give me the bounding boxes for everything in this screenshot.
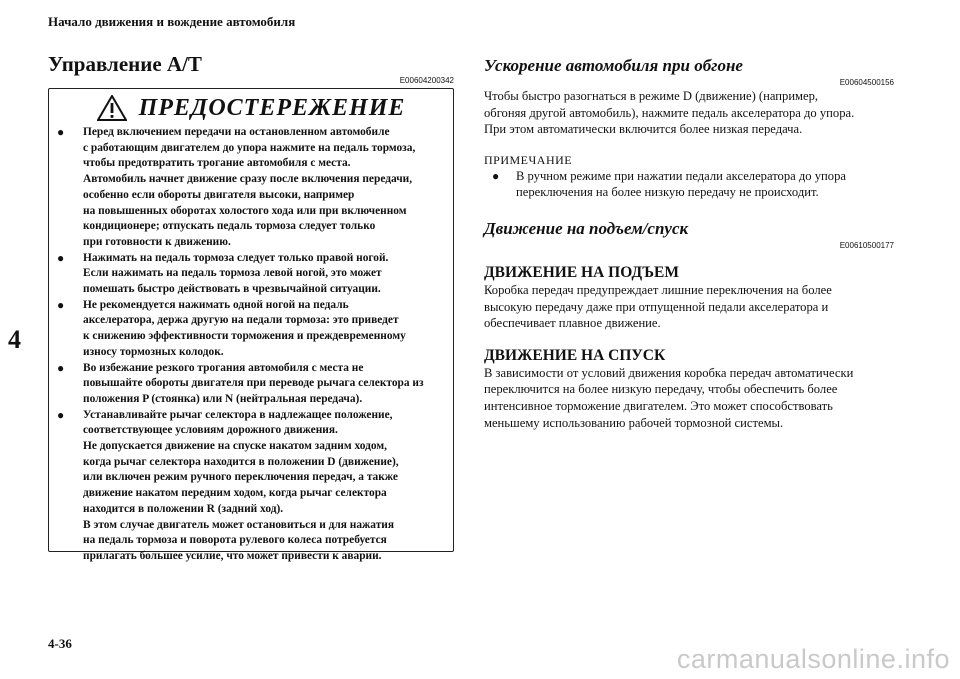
overtake-text: Чтобы быстро разогнаться в режиме D (движение) (например, обгоняя другой автомобиль), нажмите педаль акселератора до упора. При этом автоматически включится более низкая передача.: [484, 89, 855, 137]
overtake-code: E00604500156: [839, 78, 894, 87]
bullet-icon: ●: [57, 125, 65, 139]
running-header: Начало движения и вождение автомобиля: [48, 14, 296, 29]
warning-list: [57, 125, 445, 565]
warning-title: ПРЕДОСТЕРЕЖЕНИЕ: [138, 94, 406, 121]
slope-code: E00610500177: [839, 240, 894, 250]
note-label: ПРИМЕЧАНИЕ: [484, 152, 573, 167]
uphill-title: ДВИЖЕНИЕ НА ПОДЪЕМ: [484, 263, 680, 281]
bullet-icon: ●: [492, 168, 500, 183]
chapter-tab: 4: [8, 325, 21, 354]
warning-item: [57, 408, 445, 565]
right-column: [484, 56, 894, 431]
warning-item-text: Устанавливайте рычаг селектора в надлежащее положение, соответствующее условиям дорожного движения. Не допускается движение на спуске накатом задним ходом, когда рычаг селектора находится в положении D (движение), или включен режим ручного переключения передач, а также движение накатом передним ходом, когда рычаг селектора находится в положении R (задний ход). В этом случае двигатель может остановиться и для нажатия на педаль тормоза и поворота рулевого колеса потребуется прилагать большее усилие, что может привести к аварии.: [83, 408, 399, 562]
section-title: Управление A/T: [48, 52, 202, 76]
bullet-icon: ●: [57, 250, 65, 265]
warning-item: [57, 125, 445, 251]
bullet-icon: ●: [57, 360, 65, 375]
warning-item: [57, 298, 445, 361]
page-number: 4-36: [48, 636, 72, 651]
downhill-text: В зависимости от условий движения коробка передач автоматически переключится на более низкую передачу, чтобы обеспечить более интенсивное торможение двигателем. Это может способствовать меньшему использованию рабочей тормозной системы.: [484, 365, 854, 430]
bullet-icon: ●: [57, 407, 65, 422]
bullet-icon: ●: [57, 297, 65, 312]
warning-item-text: Не рекомендуется нажимать одной ногой на педаль акселератора, держа другую на педали тормоза: это приведет к снижению эффективности торможения и преждевременному износу тормозных колодок.: [83, 298, 406, 358]
warning-box: [48, 88, 454, 562]
overtake-title: Ускорение автомобиля при обгоне: [484, 56, 743, 75]
downhill-title: ДВИЖЕНИЕ НА СПУСК: [484, 346, 666, 364]
section-code: E00604200342: [399, 76, 454, 85]
watermark: carmanualsonline.info: [676, 644, 950, 674]
uphill-text: Коробка передач предупреждает лишние переключения на более высокую передачу даже при отпущенной педали акселератора и обеспечивает плавное движение.: [484, 282, 832, 331]
warning-item-text: Нажимать на педаль тормоза следует только правой ногой. Если нажимать на педаль тормоза левой ногой, это может помешать быстро действовать в чрезвычайной ситуации.: [83, 251, 389, 296]
warning-item-text: Во избежание резкого трогания автомобиля с места не повышайте обороты двигателя при переводе рычага селектора из положения P (стоянка) или N (нейтральная передача).: [83, 361, 424, 405]
note-text: В ручном режиме при нажатии педали акселератора до упора переключения на более низкую передачу не происходит.: [516, 168, 846, 200]
warning-triangle-icon: [97, 95, 127, 121]
warning-item: [57, 361, 445, 408]
warning-header: [57, 93, 445, 123]
warning-item-text: Перед включением передачи на остановленном автомобиле с работающим двигателем до упора нажмите на педаль тормоза, чтобы предотвратить трогание автомобиля с места. Автомобиль начнет движение сразу после включения передачи, особенно если обороты двигателя высоки, например на повышенных оборотах холостого хода или при включенном кондиционере; отпускать педаль тормоза следует только при готовности к движению.: [83, 126, 416, 248]
slope-title: Движение на подъем/спуск: [484, 218, 689, 238]
warning-item: [57, 251, 445, 298]
left-column: [48, 52, 454, 562]
note-item: [484, 168, 894, 201]
